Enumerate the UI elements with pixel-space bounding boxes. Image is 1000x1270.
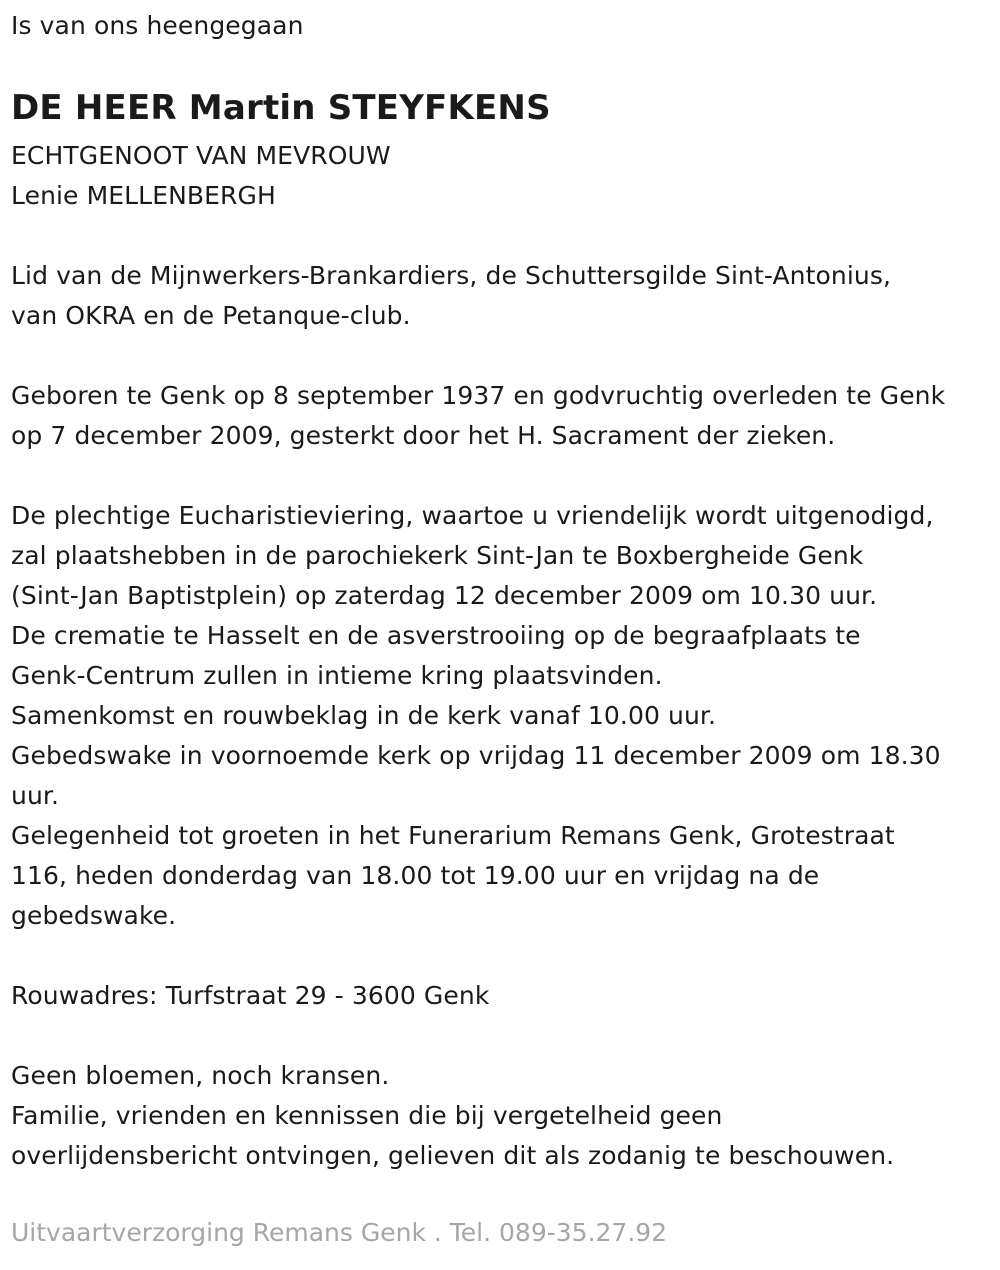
ceremony-line: De plechtige Eucharistieviering, waartoe u vriendelijk wordt uitgenodigd, [11, 501, 934, 530]
ceremony-paragraph [11, 496, 988, 936]
ceremony-line: 116, heden donderdag van 18.00 tot 19.00 uur en vrijdag na de [11, 861, 820, 890]
spacer [11, 456, 988, 496]
membership-line: Lid van de Mijnwerkers-Brankardiers, de Schuttersgilde Sint-Antonius, [11, 261, 892, 290]
ceremony-line: Gelegenheid tot groeten in het Funerarium Remans Genk, Grotestraat [11, 821, 895, 850]
membership-line: van OKRA en de Petanque-club. [11, 301, 411, 330]
funeral-home-footer: Uitvaartverzorging Remans Genk . Tel. 089-35.27.92 [11, 1218, 668, 1247]
ceremony-line: zal plaatshebben in de parochiekerk Sint-Jan te Boxbergheide Genk [11, 541, 864, 570]
birth-death-line: Geboren te Genk op 8 september 1937 en godvruchtig overleden te Genk [11, 381, 946, 410]
closing-paragraph [11, 1056, 988, 1176]
spouse-name: Lenie MELLENBERGH [11, 181, 276, 210]
ceremony-line: Gebedswake in voornoemde kerk op vrijdag 11 december 2009 om 18.30 [11, 741, 941, 770]
membership-paragraph [11, 256, 988, 336]
spacer [11, 216, 988, 256]
birth-death-paragraph [11, 376, 988, 456]
closing-line: overlijdensbericht ontvingen, gelieven dit als zodanig te beschouwen. [11, 1141, 895, 1170]
closing-line: Familie, vrienden en kennissen die bij vergetelheid geen [11, 1101, 723, 1130]
ceremony-line: Genk-Centrum zullen in intieme kring plaatsvinden. [11, 661, 663, 690]
spacer [11, 936, 988, 976]
spouse-title: ECHTGENOOT VAN MEVROUW [11, 141, 391, 170]
closing-line: Geen bloemen, noch kransen. [11, 1061, 390, 1090]
deceased-name: DE HEER Martin STEYFKENS [11, 88, 551, 128]
spacer [11, 1016, 988, 1056]
ceremony-line: uur. [11, 781, 60, 810]
ceremony-line: (Sint-Jan Baptistplein) op zaterdag 12 december 2009 om 10.30 uur. [11, 581, 878, 610]
ceremony-line: gebedswake. [11, 901, 177, 930]
birth-death-line: op 7 december 2009, gesterkt door het H. Sacrament der zieken. [11, 421, 836, 450]
spacer [11, 336, 988, 376]
mourning-address: Rouwadres: Turfstraat 29 - 3600 Genk [11, 981, 490, 1010]
intro-text: Is van ons heengegaan [11, 11, 304, 40]
ceremony-line: Samenkomst en rouwbeklag in de kerk vanaf 10.00 uur. [11, 701, 717, 730]
ceremony-line: De crematie te Hasselt en de asverstrooiing op de begraafplaats te [11, 621, 861, 650]
